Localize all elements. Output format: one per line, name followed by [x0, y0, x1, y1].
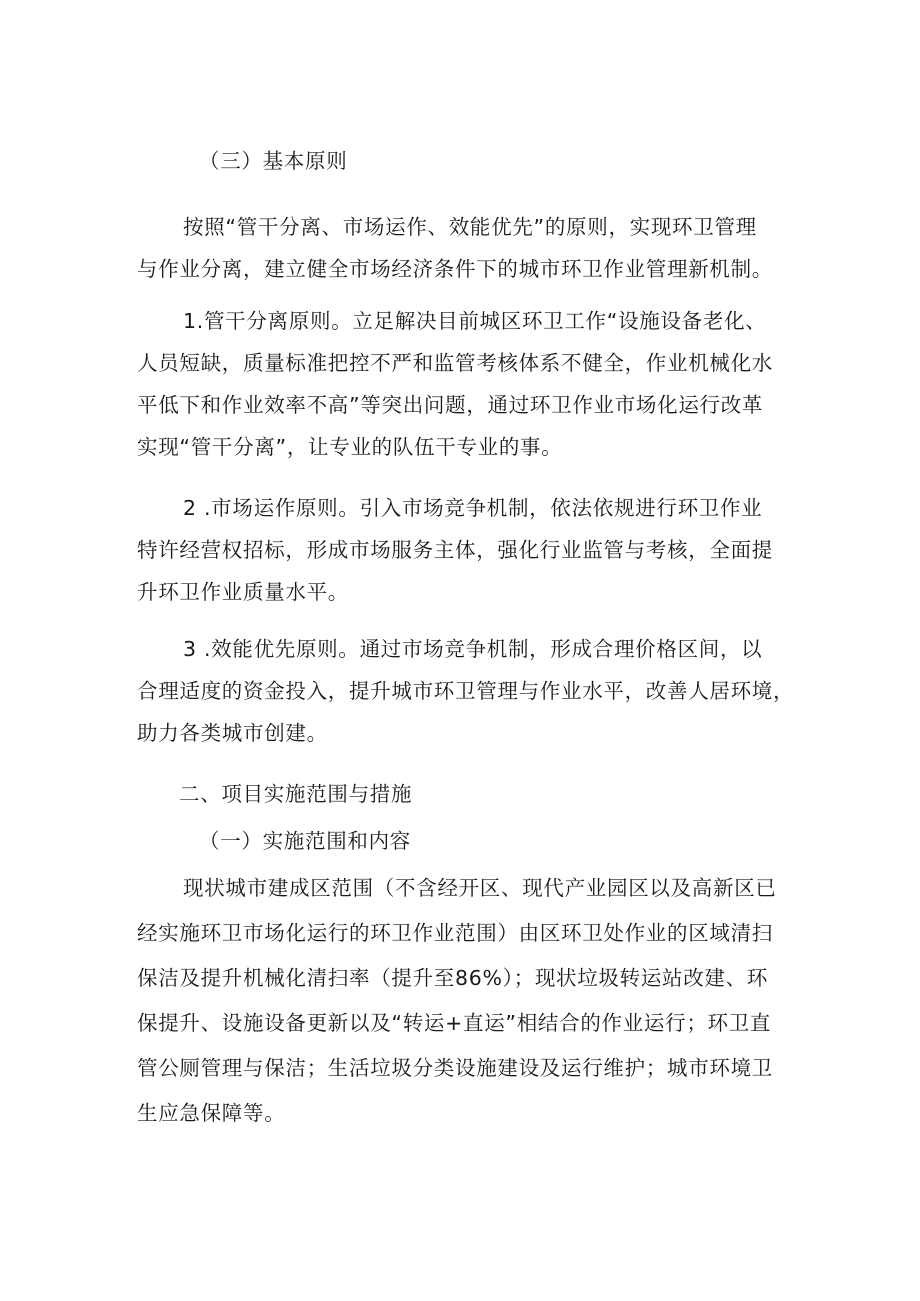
paragraph-line: 2 .市场运作原则。引入市场竞争机制，依法依规进行环卫作业	[183, 496, 763, 520]
paragraph-line: 保洁及提升机械化清扫率（提升至86%）；现状垃圾转运站改建、环	[137, 966, 769, 990]
principle-3-paragraph	[137, 628, 795, 754]
paragraph-line: 3 .效能优先原则。通过市场竞争机制，形成合理价格区间，以	[183, 637, 763, 661]
implementation-scope-heading	[137, 819, 792, 863]
paragraph-line: 升环卫作业质量水平。	[137, 580, 349, 604]
implementation-scope-paragraph	[137, 866, 792, 1136]
paragraph-line: 按照“管干分离、市场运作、效能优先”的原则，实现环卫管理	[183, 215, 757, 239]
principle-1-paragraph	[137, 300, 792, 468]
paragraph-line: 生应急保障等。	[137, 1101, 286, 1125]
subsection-heading-text: （一）实施范围和内容	[199, 829, 411, 853]
paragraph-line: 助力各类城市创建。	[137, 721, 328, 745]
project-scope-heading	[137, 773, 792, 815]
principle-intro-paragraph	[137, 206, 792, 290]
principle-2-paragraph	[137, 487, 792, 613]
section-heading-text: 二、项目实施范围与措施	[179, 782, 413, 806]
paragraph-line: 保提升、设施设备更新以及“转运+直运”相结合的作业运行；环卫直	[137, 1011, 772, 1035]
paragraph-line: 特许经营权招标，形成市场服务主体，强化行业监管与考核，全面提	[137, 538, 773, 562]
paragraph-line: 与作业分离，建立健全市场经济条件下的城市环卫作业管理新机制。	[137, 257, 773, 281]
section-heading-text: （三）基本原则	[199, 149, 348, 173]
section-three-heading	[137, 140, 792, 182]
paragraph-line: 经实施环卫市场化运行的环卫作业范围）由区环卫处作业的区域清扫	[137, 921, 773, 945]
paragraph-line: 人员短缺，质量标准把控不严和监管考核体系不健全，作业机械化水	[137, 351, 773, 375]
paragraph-line: 平低下和作业效率不高”等突出问题，通过环卫作业市场化运行改革	[137, 393, 764, 417]
paragraph-line: 实现“管干分离”，让专业的队伍干专业的事。	[137, 435, 563, 459]
paragraph-line: 管公厕管理与保洁；生活垃圾分类设施建设及运行维护；城市环境卫	[137, 1056, 773, 1080]
paragraph-line: 现状城市建成区范围（不含经开区、现代产业园区以及高新区已	[183, 876, 777, 900]
paragraph-line: 合理适度的资金投入，提升城市环卫管理与作业水平，改善人居环境，	[137, 679, 795, 703]
paragraph-line: 1.管干分离原则。立足解决目前城区环卫工作“设施设备老化、	[183, 309, 767, 333]
